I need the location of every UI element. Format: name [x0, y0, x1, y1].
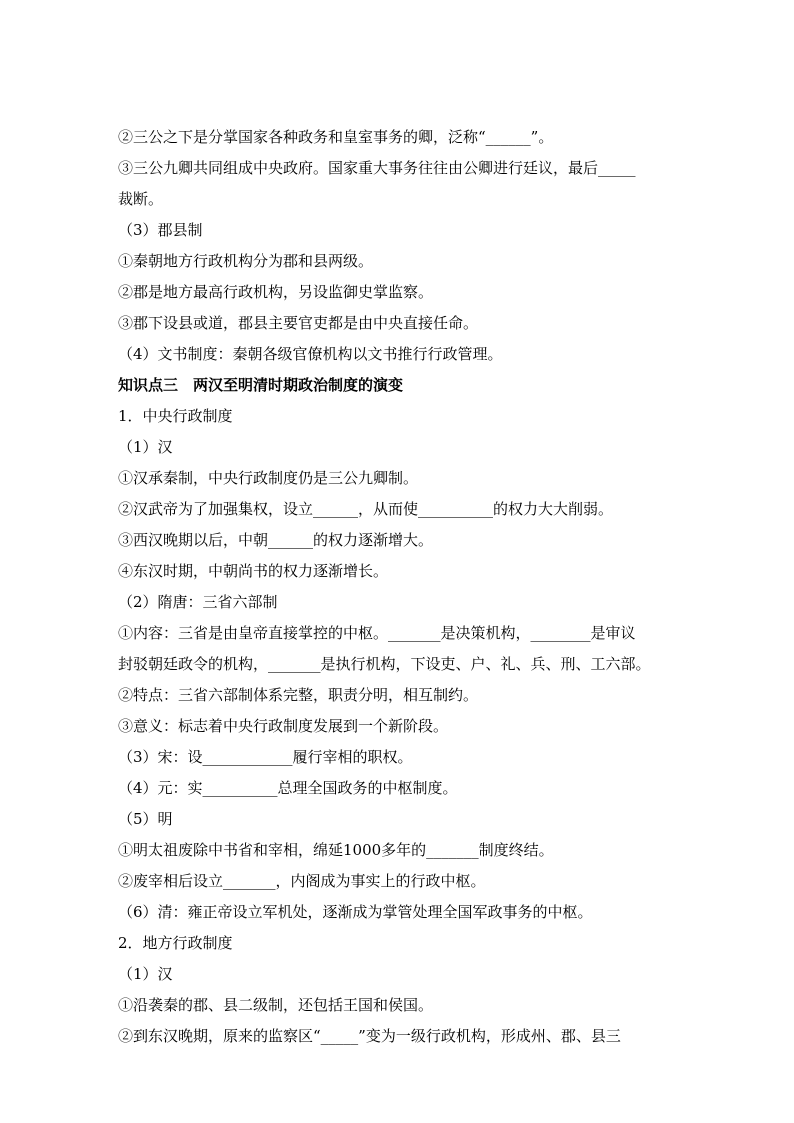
- text-line: ①内容：三省是由皇帝直接掌控的中枢。_______是决策机构，________是审议: [118, 624, 636, 642]
- text-line: ③意义：标志着中央行政制度发展到一个新阶段。: [118, 717, 449, 735]
- text-line: ①汉承秦制，中央行政制度仍是三公九卿制。: [118, 469, 419, 487]
- subsection-heading: （3）郡县制: [118, 221, 203, 239]
- text-line: ④东汉时期，中朝尚书的权力逐渐增长。: [118, 562, 389, 580]
- text-line: （4）文书制度：秦朝各级官僚机构以文书推行行政管理。: [118, 345, 503, 363]
- text-line: ③西汉晚期以后，中朝______的权力逐渐增大。: [118, 531, 434, 549]
- text-line: （6）清：雍正帝设立军机处，逐渐成为掌管处理全国军政事务的中枢。: [118, 903, 593, 921]
- text-line: 封驳朝廷政令的机构，_______是执行机构，下设吏、户、礼、兵、刑、工六部。: [118, 655, 651, 673]
- text-line: ①明太祖废除中书省和宰相，绵延1000多年的_______制度终结。: [118, 841, 554, 859]
- text-line: （4）元：实__________总理全国政务的中枢制度。: [118, 779, 458, 797]
- text-line: ②郡是地方最高行政机构，另设监御史掌监察。: [118, 283, 434, 301]
- text-line: ②废宰相后设立_______，内阁成为事实上的行政中枢。: [118, 872, 486, 890]
- text-line: ①秦朝地方行政机构分为郡和县两级。: [118, 252, 374, 270]
- text-line: ③郡下设县或道，郡县主要官吏都是由中央直接任命。: [118, 314, 479, 332]
- subsection-heading: （2）隋唐：三省六部制: [118, 593, 278, 611]
- subsection-heading: （5）明: [118, 810, 173, 828]
- text-line: ②特点：三省六部制体系完整，职责分明，相互制约。: [118, 686, 479, 704]
- text-line: ②三公之下是分掌国家各种政务和皇室事务的卿，泛称“______”。: [118, 128, 554, 146]
- text-line: ③三公九卿共同组成中央政府。国家重大事务往往由公卿进行廷议，最后_____: [118, 159, 636, 177]
- subsection-heading: （1）汉: [118, 438, 173, 456]
- subsection-heading: 2．地方行政制度: [118, 934, 233, 952]
- text-line: （3）宋：设____________履行宰相的职权。: [118, 748, 413, 766]
- document-page: [118, 122, 678, 1052]
- text-line: ①沿袭秦的郡、县二级制，还包括王国和侯国。: [118, 996, 434, 1014]
- subsection-heading: （1）汉: [118, 965, 173, 983]
- section-heading: 知识点三 两汉至明清时期政治制度的演变: [118, 376, 404, 394]
- text-line: 裁断。: [118, 190, 164, 208]
- subsection-heading: 1．中央行政制度: [118, 407, 233, 425]
- text-line: ②汉武帝为了加强集权，设立______，从而使__________的权力大大削弱。: [118, 500, 614, 518]
- text-line: ②到东汉晚期，原来的监察区“_____”变为一级行政机构，形成州、郡、县三: [118, 1027, 621, 1045]
